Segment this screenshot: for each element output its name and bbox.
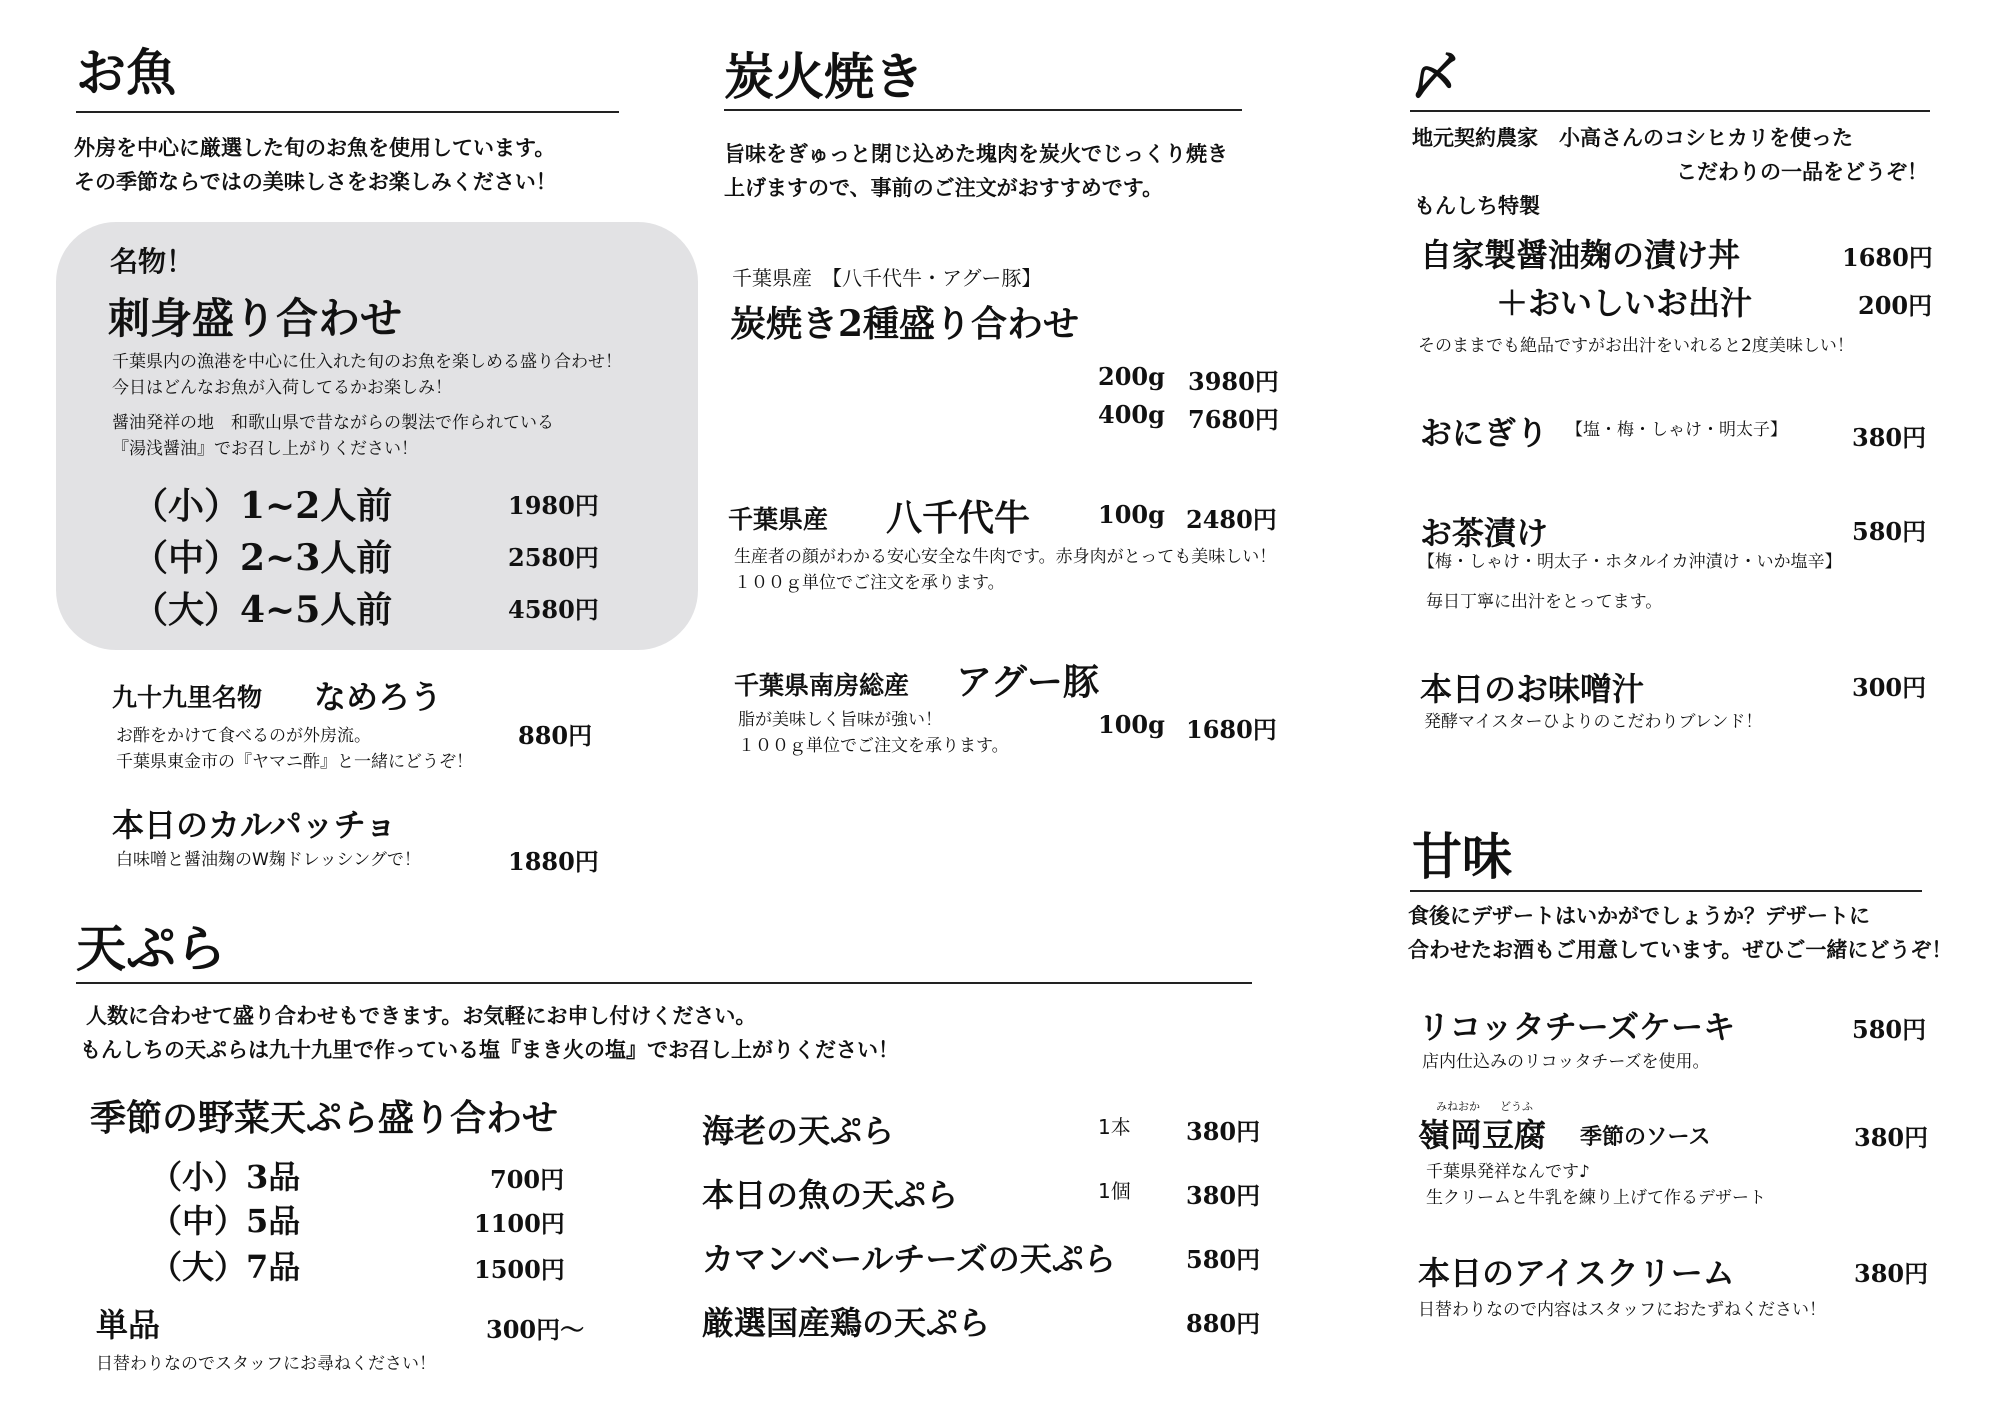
featured-label: 名物！ [110, 245, 195, 278]
veg-size-large: （大）7品 [150, 1248, 301, 1286]
veg-size-small: （小）3品 [150, 1158, 301, 1196]
tempura-intro-line-1: 人数に合わせて盛り合わせもできます。お気軽にお申し付けください。 [86, 1004, 757, 1028]
yachiyo-weight: 100g [1098, 500, 1165, 529]
ochazuke-name: お茶漬け [1420, 514, 1549, 552]
combo-price-400: 7680円 [1188, 405, 1279, 434]
veg-tempura-name: 季節の野菜天ぷら盛り合わせ [90, 1097, 559, 1139]
zuke-don-price: 1680円 [1842, 243, 1933, 272]
icecream-name: 本日のアイスクリーム [1418, 1254, 1735, 1292]
onigiri-name: おにぎり [1420, 414, 1549, 452]
shime-intro-line-2: こだわりの一品をどうぞ！ [1676, 160, 1928, 184]
chicken-tempura-price: 880円 [1186, 1309, 1261, 1338]
nameroh-prefix: 九十九里名物 [112, 683, 263, 712]
tofu-ruby-doufu: どうふ [1500, 1100, 1533, 1113]
tofu-ruby-mineoka: みねおか [1436, 1100, 1480, 1113]
monshichi-special-label: もんしち特製 [1414, 194, 1540, 218]
veg-price-small: 700円 [490, 1165, 565, 1194]
combo-weight-200: 200g [1098, 362, 1165, 391]
icecream-desc: 日替わりなので内容はスタッフにおたずねください！ [1418, 1300, 1826, 1320]
fish-tempura-qty: 1個 [1098, 1179, 1131, 1203]
sashimi-price-small: 1980円 [508, 491, 599, 520]
dessert-divider [1410, 890, 1922, 892]
agu-price: 1680円 [1186, 715, 1277, 744]
mineoka-tofu-price: 380円 [1854, 1123, 1929, 1152]
shime-divider [1410, 110, 1930, 112]
ricotta-cheesecake-price: 580円 [1852, 1015, 1927, 1044]
charcoal-divider [724, 109, 1242, 111]
zuke-don-desc: そのままでも絶品ですがお出汁をいれると2度美味しい！ [1418, 336, 1854, 356]
combo-name: 炭焼き2種盛り合わせ [730, 303, 1080, 345]
veg-price-medium: 1100円 [474, 1209, 565, 1238]
fish-divider [76, 111, 619, 113]
yachiyo-price: 2480円 [1186, 505, 1277, 534]
dessert-section-title: 甘味 [1412, 828, 1512, 886]
ricotta-cheesecake-name: リコッタチーズケーキ [1418, 1008, 1736, 1046]
combo-weight-400: 400g [1098, 400, 1165, 429]
ochazuke-note: 【梅・しゃけ・明太子・ホタルイカ沖漬け・いか塩辛】 [1418, 552, 1842, 572]
sashimi-size-medium: （中）2~3人前 [132, 537, 393, 579]
charcoal-section-title: 炭火焼き [724, 48, 924, 106]
dessert-intro-line-2: 合わせたお酒もご用意しています。ぜひご一緒にどうぞ！ [1408, 938, 1953, 962]
dessert-intro-line-1: 食後にデザートはいかがでしょうか？デザートに [1408, 904, 1870, 928]
charcoal-intro-line-2: 上げますので、事前のご注文がおすすめです。 [724, 176, 1164, 200]
single-item-price: 300円～ [486, 1315, 585, 1344]
ebi-tempura-qty: 1本 [1098, 1115, 1131, 1139]
mineoka-tofu-name: 嶺岡豆腐 [1418, 1116, 1547, 1154]
agu-name: アグー豚 [956, 661, 1099, 703]
shime-intro-line-1: 地元契約農家 小高さんのコシヒカリを使った [1412, 126, 1853, 150]
nameroh-price: 880円 [518, 721, 593, 750]
mineoka-tofu-desc: 千葉県発祥なんです♪ 生クリームと牛乳を練り上げて作るデザート [1426, 1162, 1766, 1208]
onigiri-note: 【塩・梅・しゃけ・明太子】 [1566, 420, 1787, 440]
single-item-desc: 日替わりなのでスタッフにお尋ねください！ [96, 1354, 436, 1374]
combo-origin: 千葉県産 【八千代牛・アグー豚】 [732, 266, 1042, 290]
yachiyo-desc: 生産者の顔がわかる安心安全な牛肉です。赤身肉がとっても美味しい！ １００ｇ単位でご注文を承ります。 [734, 547, 1277, 593]
ochazuke-price: 580円 [1852, 517, 1927, 546]
miso-soup-desc: 発酵マイスターひよりのこだわりブレンド！ [1424, 712, 1763, 732]
carpaccio-name: 本日のカルパッチョ [112, 806, 397, 844]
single-item-label: 単品 [96, 1306, 161, 1344]
combo-price-200: 3980円 [1188, 367, 1279, 396]
mineoka-tofu-sauce: 季節のソース [1580, 1124, 1711, 1150]
camembert-tempura-name: カマンベールチーズの天ぷら [702, 1240, 1116, 1278]
yachiyo-origin: 千葉県産 [728, 505, 829, 534]
dashi-name: ＋おいしいお出汁 [1496, 284, 1753, 322]
fish-intro-line-2: その季節ならではの美味しさをお楽しみください！ [74, 170, 557, 194]
onigiri-price: 380円 [1852, 423, 1927, 452]
sashimi-size-large: （大）4~5人前 [132, 589, 393, 631]
sashimi-price-large: 4580円 [508, 595, 599, 624]
tempura-divider [76, 982, 1252, 984]
sashimi-size-small: （小）1~2人前 [132, 485, 393, 527]
dashi-price: 200円 [1858, 291, 1933, 320]
zuke-don-name: 自家製醤油麹の漬け丼 [1420, 236, 1741, 274]
nameroh-name: なめろう [314, 678, 443, 716]
fish-tempura-price: 380円 [1186, 1181, 1261, 1210]
agu-origin: 千葉県南房総産 [734, 671, 910, 700]
sashimi-desc-1: 千葉県内の漁港を中心に仕入れた旬のお魚を楽しめる盛り合わせ！ 今日はどんなお魚が入荷してるかお楽しみ！ [112, 352, 622, 398]
tempura-section-title: 天ぷら [76, 920, 226, 978]
yachiyo-name: 八千代牛 [886, 497, 1031, 539]
chicken-tempura-name: 厳選国産鶏の天ぷら [702, 1304, 991, 1342]
carpaccio-price: 1880円 [508, 847, 599, 876]
miso-soup-price: 300円 [1852, 673, 1927, 702]
veg-price-large: 1500円 [474, 1255, 565, 1284]
carpaccio-desc: 白味噌と醤油麹のW麹ドレッシングで！ [116, 850, 421, 870]
sashimi-price-medium: 2580円 [508, 543, 599, 572]
agu-weight: 100g [1098, 710, 1165, 739]
fish-tempura-name: 本日の魚の天ぷら [702, 1176, 959, 1214]
agu-desc: 脂が美味しく旨味が強い！ １００ｇ単位でご注文を承ります。 [738, 710, 1009, 756]
shime-section-title: 〆 [1410, 48, 1460, 106]
nameroh-desc: お酢をかけて食べるのが外房流。 千葉県東金市の『ヤマニ酢』と一緒にどうぞ！ [116, 726, 473, 772]
ebi-tempura-name: 海老の天ぷら [702, 1112, 895, 1150]
miso-soup-name: 本日のお味噌汁 [1420, 670, 1645, 708]
sashimi-desc-2: 醤油発祥の地 和歌山県で昔ながらの製法で作られている 『湯浅醤油』でお召し上がりください！ [112, 413, 554, 459]
ochazuke-desc: 毎日丁寧に出汁をとってます。 [1426, 592, 1663, 612]
fish-section-title: お魚 [76, 44, 176, 102]
charcoal-intro-line-1: 旨味をぎゅっと閉じ込めた塊肉を炭火でじっくり焼き [724, 142, 1228, 166]
veg-size-medium: （中）5品 [150, 1202, 301, 1240]
sashimi-platter-name: 刺身盛り合わせ [108, 294, 403, 343]
ebi-tempura-price: 380円 [1186, 1117, 1261, 1146]
ricotta-cheesecake-desc: 店内仕込みのリコッタチーズを使用。 [1422, 1052, 1710, 1072]
camembert-tempura-price: 580円 [1186, 1245, 1261, 1274]
icecream-price: 380円 [1854, 1259, 1929, 1288]
fish-intro-line-1: 外房を中心に厳選した旬のお魚を使用しています。 [74, 136, 556, 160]
tempura-intro-line-2: もんしちの天ぷらは九十九里で作っている塩『まき火の塩』でお召し上がりください！ [80, 1038, 899, 1062]
